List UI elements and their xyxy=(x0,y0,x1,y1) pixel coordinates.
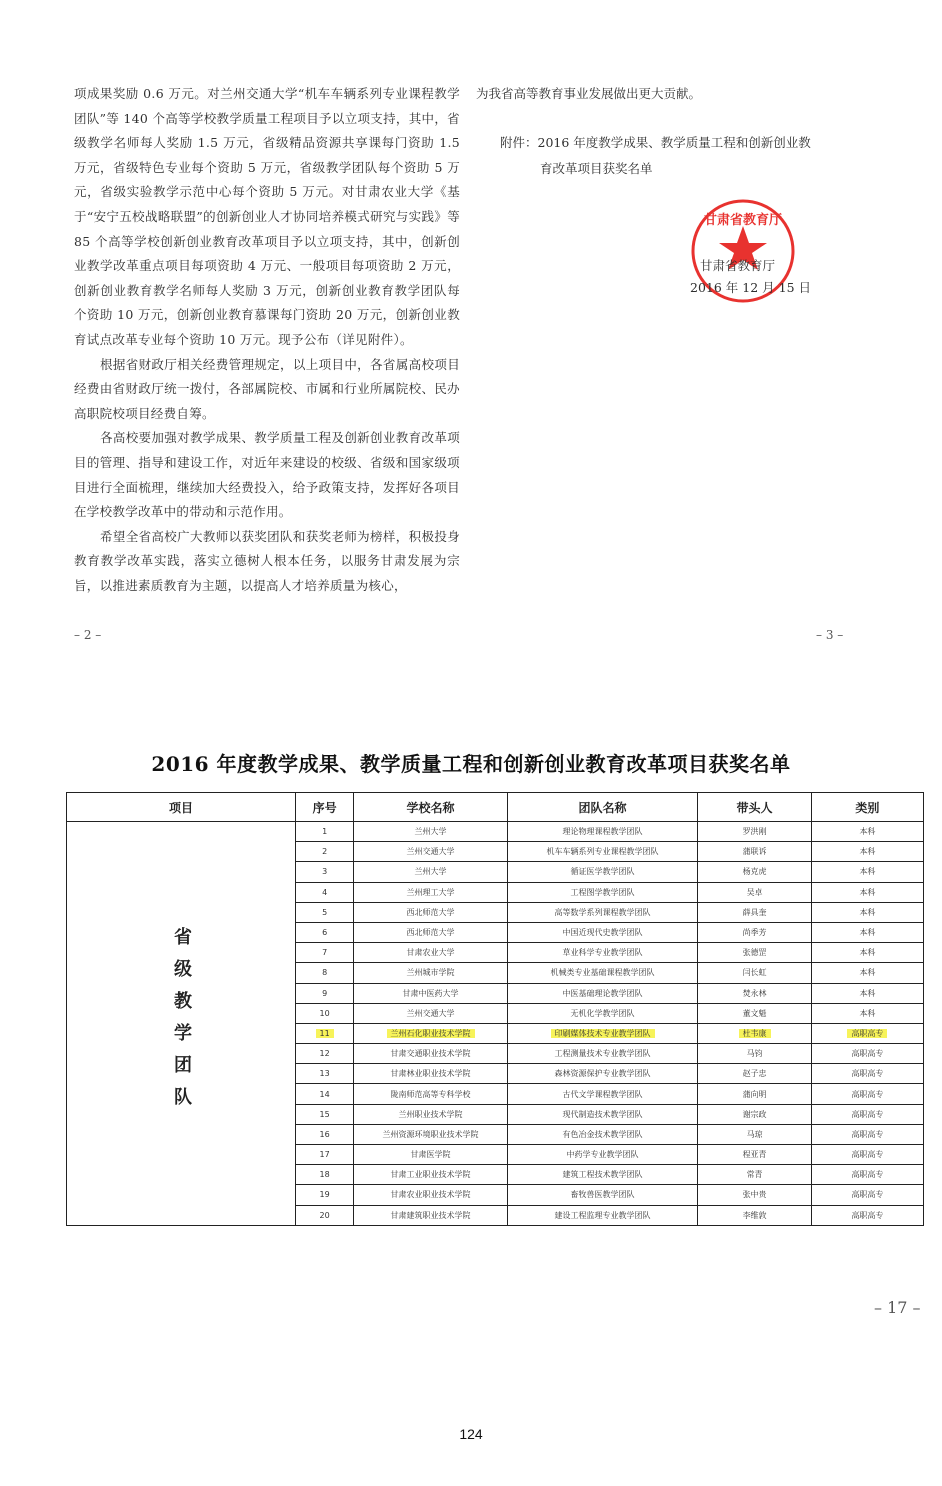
cell-type-text: 本科 xyxy=(859,827,876,837)
cell-type-text: 本科 xyxy=(859,1008,876,1018)
cell-type xyxy=(811,1185,923,1205)
cell-type xyxy=(811,1124,923,1144)
table-body xyxy=(67,822,924,1226)
cell-no-text: 16 xyxy=(319,1129,330,1139)
cell-team-text: 工程测量技术专业教学团队 xyxy=(554,1049,651,1059)
cell-no-text: 15 xyxy=(319,1109,330,1119)
cell-type-text: 本科 xyxy=(859,948,876,958)
cell-no-text: 12 xyxy=(319,1049,330,1059)
cell-team-text: 现代制造技术教学团队 xyxy=(562,1109,643,1119)
cell-type-text: 本科 xyxy=(859,847,876,857)
cell-leader-text: 赵子忠 xyxy=(742,1069,767,1079)
cell-no-text: 17 xyxy=(319,1150,330,1160)
table-title: 2016 年度教学成果、教学质量工程和创新创业教育改革项目获奖名单 xyxy=(151,752,791,776)
cell-team-text: 森林资源保护专业教学团队 xyxy=(554,1069,651,1079)
cell-type xyxy=(811,1165,923,1185)
cell-team xyxy=(507,862,697,882)
cell-no xyxy=(296,983,354,1003)
cell-school-text: 甘肃农业职业技术学院 xyxy=(390,1190,471,1200)
cell-team-text: 建筑工程技术教学团队 xyxy=(562,1170,643,1180)
cell-school-text: 兰州城市学院 xyxy=(406,968,455,978)
cell-no-text: 5 xyxy=(322,907,328,917)
cell-school xyxy=(354,842,508,862)
cell-type-text: 高职高专 xyxy=(851,1069,884,1079)
cell-type-text: 本科 xyxy=(859,988,876,998)
cell-school xyxy=(354,1064,508,1084)
cell-type-text: 本科 xyxy=(859,968,876,978)
cell-school xyxy=(354,1205,508,1225)
cell-leader xyxy=(698,822,812,842)
cell-type-text: 高职高专 xyxy=(851,1170,884,1180)
cell-type xyxy=(811,842,923,862)
cell-leader-text: 薛具奎 xyxy=(742,907,767,917)
cell-type xyxy=(811,1003,923,1023)
cell-leader xyxy=(698,922,812,942)
cell-no-text: 4 xyxy=(322,887,328,897)
cell-team xyxy=(507,983,697,1003)
cell-team xyxy=(507,1023,697,1043)
cell-leader xyxy=(698,1023,812,1043)
cell-no-text: 11 xyxy=(316,1029,334,1038)
cell-school xyxy=(354,1165,508,1185)
cell-team-text: 畜牧兽医教学团队 xyxy=(570,1190,635,1200)
cell-leader xyxy=(698,1185,812,1205)
issue-date: 2016 年 12 月 15 日 xyxy=(690,280,811,295)
cell-team xyxy=(507,1124,697,1144)
cell-type-text: 高职高专 xyxy=(851,1210,884,1220)
header-number: 序号 xyxy=(296,793,354,822)
paragraph-4: 希望全省高校广大教师以获奖团队和获奖老师为榜样，积极投身教育教学改革实践，落实立德树人根本任务，以服务甘肃发展为宗旨，以推进素质教育为主题，以提高人才培养质量为核心， xyxy=(74,528,460,593)
cell-school-text: 陇南师范高等专科学校 xyxy=(390,1089,471,1099)
cell-team xyxy=(507,1205,697,1225)
cell-school-text: 西北师范大学 xyxy=(406,907,455,917)
cell-no xyxy=(296,1145,354,1165)
cell-school xyxy=(354,983,508,1003)
cell-team-text: 工程图学教学团队 xyxy=(570,887,635,897)
cell-leader-text: 杜韦康 xyxy=(739,1029,771,1038)
cell-type-text: 本科 xyxy=(859,887,876,897)
cell-team-text: 有色冶金技术教学团队 xyxy=(562,1129,643,1139)
attachment-note xyxy=(500,130,840,182)
cell-team xyxy=(507,1003,697,1023)
cell-team-text: 印刷媒体技术专业教学团队 xyxy=(551,1029,655,1038)
attachment-line-2: 育改革项目获奖名单 xyxy=(540,161,653,176)
cell-team xyxy=(507,1145,697,1165)
cell-team-text: 草业科学专业教学团队 xyxy=(562,948,643,958)
cell-leader-text: 蒲联诉 xyxy=(742,847,767,857)
cell-school xyxy=(354,1104,508,1124)
cell-leader xyxy=(698,1124,812,1144)
cell-no xyxy=(296,1023,354,1043)
cell-school xyxy=(354,922,508,942)
cell-leader-text: 杨克虎 xyxy=(742,867,767,877)
cell-type-text: 本科 xyxy=(859,867,876,877)
cell-school-text: 兰州大学 xyxy=(414,867,447,877)
paragraph-1: 项成果奖励 0.6 万元。对兰州交通大学“机车车辆系列专业课程教学团队”等 140 个高等学校教学质量工程项目予以立项支持，其中，省级教学名师每人奖励 1.5 万元，省级精品资源共享课每门资助 1.5 万元，省级特色专业每个资助 5 万元，省级教学团队每个资助 5 万元，省级实验教学示范中心每个资助 5 万元。对甘肃农业大学《基于“安宁五校战略联盟”的创新创业人才协同培养模式研究与实践》等 85 个高等学校创新创业教育改革项目予以立项支持，其中，创新创业教学改革重点项目每项资助 4 万元、一般项目每项资助 2 万元，创新创业教育教学名师每人奖励 3 万元，创新创业教育教学团队每个资助 10 万元，创新创业教育慕课每门资助 20 万元，创新创业教育试点改革专业每个资助 10 万元。现予公布（详见附件）。 xyxy=(74,86,460,347)
cell-team xyxy=(507,902,697,922)
cell-leader xyxy=(698,1104,812,1124)
cell-type-text: 高职高专 xyxy=(851,1049,884,1059)
cell-no-text: 2 xyxy=(322,847,328,857)
cell-school-text: 兰州资源环境职业技术学院 xyxy=(382,1129,479,1139)
table-header-row xyxy=(67,793,924,822)
cell-school-text: 兰州石化职业技术学院 xyxy=(387,1029,475,1038)
cell-no xyxy=(296,1104,354,1124)
cell-school-text: 甘肃建筑职业技术学院 xyxy=(390,1210,471,1220)
cell-school xyxy=(354,882,508,902)
category-cell: 省级教学团队 xyxy=(67,822,296,1226)
cell-team-text: 循证医学教学团队 xyxy=(570,867,635,877)
cell-school-text: 甘肃医学院 xyxy=(410,1150,451,1160)
cell-leader xyxy=(698,983,812,1003)
cell-team-text: 机车车辆系列专业课程教学团队 xyxy=(546,847,659,857)
cell-type xyxy=(811,822,923,842)
cell-leader-text: 焚永林 xyxy=(742,988,767,998)
cell-type xyxy=(811,1023,923,1043)
cell-school-text: 兰州职业技术学院 xyxy=(398,1109,463,1119)
cell-school-text: 西北师范大学 xyxy=(406,928,455,938)
cell-type xyxy=(811,862,923,882)
cell-leader-text: 马琼 xyxy=(746,1129,763,1139)
cell-leader-text: 董文魁 xyxy=(742,1008,767,1018)
cell-school-text: 兰州交通大学 xyxy=(406,847,455,857)
cell-no xyxy=(296,1084,354,1104)
cell-team xyxy=(507,963,697,983)
cell-team-text: 理论物理课程教学团队 xyxy=(562,827,643,837)
cell-leader xyxy=(698,1003,812,1023)
cell-leader xyxy=(698,1205,812,1225)
cell-leader xyxy=(698,1044,812,1064)
cell-type xyxy=(811,1044,923,1064)
cell-team xyxy=(507,1185,697,1205)
cell-type xyxy=(811,902,923,922)
signature-block xyxy=(690,255,811,299)
cell-type-text: 本科 xyxy=(859,928,876,938)
cell-type xyxy=(811,1084,923,1104)
cell-type-text: 本科 xyxy=(859,907,876,917)
cell-leader xyxy=(698,1064,812,1084)
cell-school xyxy=(354,862,508,882)
cell-no xyxy=(296,862,354,882)
page-number-right: – 3 – xyxy=(816,628,844,642)
cell-no xyxy=(296,902,354,922)
cell-team xyxy=(507,1084,697,1104)
cell-leader xyxy=(698,842,812,862)
closing-sentence: 为我省高等教育事业发展做出更大贡献。 xyxy=(476,86,702,101)
cell-no-text: 1 xyxy=(322,827,328,837)
cell-school xyxy=(354,902,508,922)
cell-leader xyxy=(698,862,812,882)
table-row xyxy=(67,822,924,842)
cell-school-text: 甘肃工业职业技术学院 xyxy=(390,1170,471,1180)
cell-type-text: 高职高专 xyxy=(851,1089,884,1099)
cell-no xyxy=(296,1205,354,1225)
cell-no-text: 13 xyxy=(319,1069,330,1079)
cell-no xyxy=(296,882,354,902)
cell-leader xyxy=(698,1084,812,1104)
header-project: 项目 xyxy=(67,793,296,822)
header-school: 学校名称 xyxy=(354,793,508,822)
cell-no-text: 10 xyxy=(319,1008,330,1018)
cell-team-text: 中药学专业教学团队 xyxy=(566,1150,639,1160)
cell-type xyxy=(811,1104,923,1124)
cell-leader-text: 马钧 xyxy=(746,1049,763,1059)
cell-no xyxy=(296,1124,354,1144)
cell-no-text: 18 xyxy=(319,1170,330,1180)
cell-no xyxy=(296,943,354,963)
cell-school xyxy=(354,1145,508,1165)
cell-no-text: 8 xyxy=(322,968,328,978)
cell-school-text: 甘肃交通职业技术学院 xyxy=(390,1049,471,1059)
cell-leader-text: 李维敦 xyxy=(742,1210,767,1220)
cell-leader xyxy=(698,963,812,983)
header-leader: 带头人 xyxy=(698,793,812,822)
cell-type-text: 高职高专 xyxy=(851,1190,884,1200)
paragraph-3: 各高校要加强对教学成果、教学质量工程及创新创业教育改革项目的管理、指导和建设工作，对近年来建设的校级、省级和国家级项目进行全面梳理，继续加大经费投入，给予政策支持，发挥好各项目在学校教学改革中的带动和示范作用。 xyxy=(74,430,460,520)
cell-type xyxy=(811,922,923,942)
left-column-text xyxy=(74,82,460,598)
cell-type xyxy=(811,983,923,1003)
cell-school xyxy=(354,963,508,983)
cell-no xyxy=(296,963,354,983)
cell-no-text: 9 xyxy=(322,988,328,998)
cell-leader-text: 罗洪刚 xyxy=(742,827,767,837)
cell-leader-text: 程亚青 xyxy=(742,1150,767,1160)
seal-text: 甘肃省教育厅 xyxy=(703,213,783,228)
cell-leader xyxy=(698,902,812,922)
cell-leader-text: 闫长虹 xyxy=(742,968,767,978)
cell-team-text: 高等数学系列课程教学团队 xyxy=(554,907,651,917)
cell-leader-text: 谢宗政 xyxy=(742,1109,767,1119)
page-number-left: – 2 – xyxy=(74,628,102,642)
cell-type-text: 高职高专 xyxy=(851,1109,884,1119)
cell-no-text: 3 xyxy=(322,867,328,877)
cell-leader xyxy=(698,1165,812,1185)
cell-school xyxy=(354,1003,508,1023)
cell-team-text: 古代文学课程教学团队 xyxy=(562,1089,643,1099)
cell-no-text: 14 xyxy=(319,1089,330,1099)
cell-leader-text: 张中贵 xyxy=(742,1190,767,1200)
cell-no xyxy=(296,922,354,942)
cell-school xyxy=(354,1084,508,1104)
cell-team xyxy=(507,822,697,842)
page-number-17: – 17 – xyxy=(874,1298,921,1317)
cell-school-text: 甘肃中医药大学 xyxy=(402,988,459,998)
awards-table xyxy=(66,792,924,1226)
cell-no-text: 19 xyxy=(319,1190,330,1200)
cell-type xyxy=(811,1064,923,1084)
cell-team xyxy=(507,1104,697,1124)
cell-type-text: 高职高专 xyxy=(847,1029,887,1038)
cell-team xyxy=(507,842,697,862)
cell-team-text: 无机化学教学团队 xyxy=(570,1008,635,1018)
cell-type xyxy=(811,943,923,963)
paragraph-2: 根据省财政厅相关经费管理规定，以上项目中，各省属高校项目经费由省财政厅统一拨付，各部属院校、市属和行业所属院校、民办高职院校项目经费自筹。 xyxy=(74,356,460,421)
cell-leader-text: 蒲向明 xyxy=(742,1089,767,1099)
cell-team xyxy=(507,882,697,902)
cell-team xyxy=(507,1165,697,1185)
cell-type xyxy=(811,1205,923,1225)
cell-no xyxy=(296,1064,354,1084)
cell-school-text: 兰州大学 xyxy=(414,827,447,837)
cell-no xyxy=(296,822,354,842)
cell-type xyxy=(811,882,923,902)
header-type: 类别 xyxy=(811,793,923,822)
page-number-bottom: 124 xyxy=(459,1426,483,1442)
cell-team xyxy=(507,943,697,963)
cell-school xyxy=(354,943,508,963)
signer-name: 甘肃省教育厅 xyxy=(700,258,776,273)
cell-team-text: 中国近现代史教学团队 xyxy=(562,928,643,938)
cell-leader-text: 尚季芳 xyxy=(742,928,767,938)
cell-school-text: 甘肃农业大学 xyxy=(406,948,455,958)
cell-type xyxy=(811,963,923,983)
cell-leader-text: 常青 xyxy=(746,1170,763,1180)
cell-leader xyxy=(698,882,812,902)
cell-leader-text: 吴卓 xyxy=(746,887,763,897)
cell-school xyxy=(354,1185,508,1205)
cell-no xyxy=(296,1044,354,1064)
cell-leader xyxy=(698,943,812,963)
cell-team xyxy=(507,1044,697,1064)
cell-school xyxy=(354,1124,508,1144)
cell-leader-text: 张德罡 xyxy=(742,948,767,958)
cell-no xyxy=(296,1003,354,1023)
attachment-line-1: 附件：2016 年度教学成果、教学质量工程和创新创业教 xyxy=(500,135,811,150)
cell-team-text: 中医基础理论教学团队 xyxy=(562,988,643,998)
cell-type xyxy=(811,1145,923,1165)
header-team: 团队名称 xyxy=(507,793,697,822)
cell-no xyxy=(296,1185,354,1205)
cell-team-text: 建设工程监理专业教学团队 xyxy=(554,1210,651,1220)
cell-type-text: 高职高专 xyxy=(851,1129,884,1139)
cell-school xyxy=(354,1044,508,1064)
cell-no-text: 6 xyxy=(322,928,328,938)
cell-team-text: 机械类专业基础课程教学团队 xyxy=(550,968,655,978)
cell-school-text: 甘肃林业职业技术学院 xyxy=(390,1069,471,1079)
cell-no-text: 7 xyxy=(322,948,328,958)
cell-school-text: 兰州交通大学 xyxy=(406,1008,455,1018)
cell-school-text: 兰州理工大学 xyxy=(406,887,455,897)
cell-team xyxy=(507,922,697,942)
cell-school xyxy=(354,822,508,842)
cell-no xyxy=(296,1165,354,1185)
cell-team xyxy=(507,1064,697,1084)
cell-no-text: 20 xyxy=(319,1210,330,1220)
cell-leader xyxy=(698,1145,812,1165)
cell-school xyxy=(354,1023,508,1043)
cell-type-text: 高职高专 xyxy=(851,1150,884,1160)
cell-no xyxy=(296,842,354,862)
